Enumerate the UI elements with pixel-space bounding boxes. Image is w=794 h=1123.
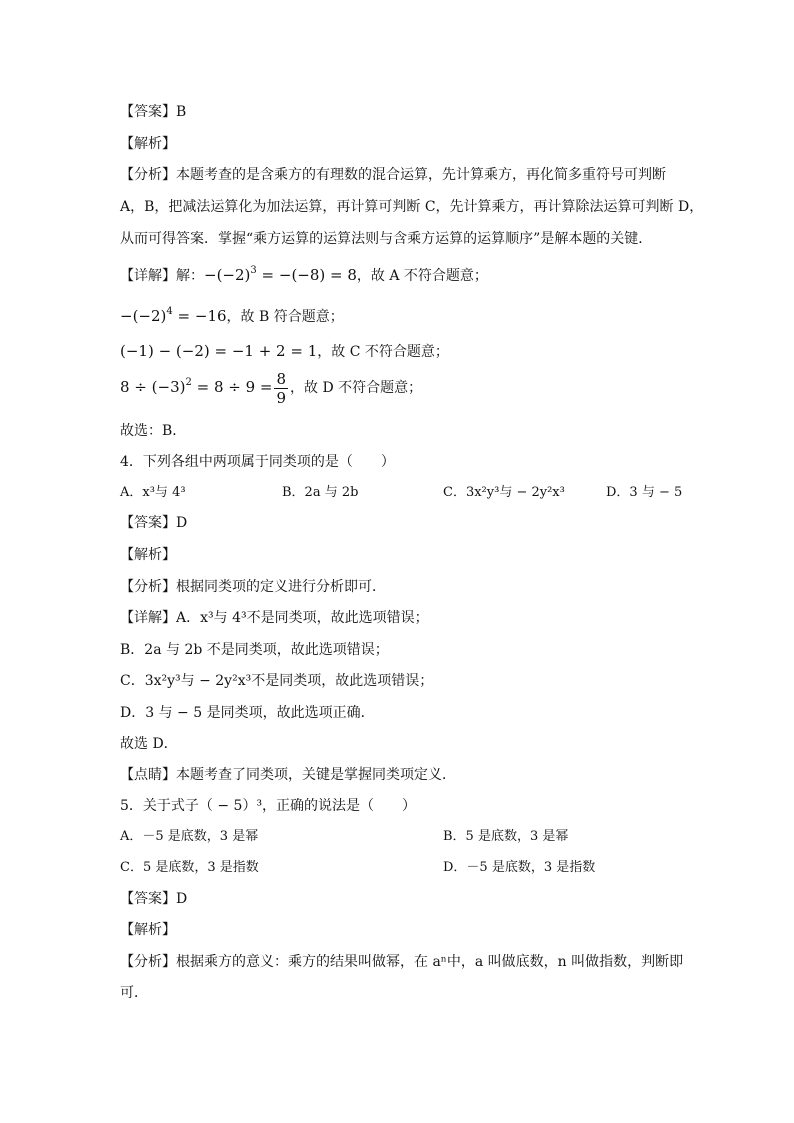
q3-eq-c: (−1) − (−2) = −1 + 2 = 1 (120, 342, 318, 360)
q4-choose: 故选 D． (120, 736, 178, 752)
q3-choose: 故选：B． (120, 423, 187, 439)
q3-detail-d (120, 368, 422, 407)
q4-detail-c: C．3x²y³与 − 2y²x³不是同类项，故此选项错误； (120, 673, 434, 689)
q5-option-d: D．－5 是底数，3 是指数 (443, 860, 596, 875)
q3-eq-d-fraction: $\frac{8}{9}$ (276, 369, 287, 407)
q3-answer: 【答案】B (120, 104, 187, 120)
q4-answer: 【答案】D (120, 515, 188, 531)
q5-option-a: A．－5 是底数，3 是幂 (120, 829, 259, 844)
q4-stem: 4．下列各组中两项属于同类项的是（ ） (120, 454, 395, 470)
q4-detail-a: 【详解】A．x³与 4³不是同类项，故此选项错误； (120, 610, 429, 626)
q5-analysis-line-2: 可． (120, 985, 148, 1001)
q5-answer: 【答案】D (120, 891, 188, 907)
q4-detail-b: B．2a 与 2b 不是同类项，故此选项错误； (120, 642, 389, 658)
q3-analysis-line-1: 【分析】本题考查的是含乘方的有理数的混合运算，先计算乘方，再化简多重符号可判断 (120, 167, 666, 183)
q3-analysis-title: 【解析】 (120, 136, 176, 152)
q5-option-c: C．5 是底数，3 是指数 (120, 860, 259, 875)
q3-eq-b: $-(-2)^4 = -16$ (120, 306, 227, 325)
q4-detail-d: D．3 与 − 5 是同类项，故此选项正确． (120, 705, 375, 721)
q3-analysis-line-3: 从而可得答案．掌握“乘方运算的运算法则与含乘方运算的运算顺序”是解本题的关键． (120, 231, 653, 247)
q5-analysis-title: 【解析】 (120, 922, 176, 938)
q4-analysis: 【分析】根据同类项的定义进行分析即可． (120, 579, 386, 595)
q5-stem: 5．关于式子（ − 5）³，正确的说法是（ ） (120, 798, 417, 814)
q3-detail-prefix: 【详解】解： (120, 268, 204, 284)
q4-option-a: A．x³与 4³ (120, 485, 186, 500)
q5-analysis-line-1: 【分析】根据乘方的意义：乘方的结果叫做幂，在 aⁿ中，a 叫做底数，n 叫做指数，判断即 (120, 954, 684, 970)
q4-comment: 【点睛】本题考查了同类项，关键是掌握同类项定义． (120, 767, 456, 783)
q3-eq-a: $-(-2)^3 = -(-8) = 8$ (204, 265, 357, 284)
q3-eq-d: $8 \div (-3)^2 = 8 \div 9$ = (120, 377, 273, 396)
q3-detail-a (120, 265, 488, 286)
q4-option-b: B．2a 与 2b (282, 485, 359, 500)
q5-option-b: B．5 是底数，3 是幂 (443, 829, 569, 844)
q4-analysis-title: 【解析】 (120, 547, 176, 563)
q3-detail-c (120, 341, 449, 362)
q4-option-c: C．3x²y³与 − 2y²x³ (443, 485, 565, 500)
q4-option-d: D．3 与 − 5 (606, 485, 683, 500)
q3-eq-c-note: ，故 C 不符合题意； (317, 344, 449, 360)
q3-eq-b-note: ，故 B 符合题意； (226, 309, 344, 325)
q3-eq-a-note: ，故 A 不符合题意； (356, 268, 488, 284)
q3-detail-b (120, 306, 344, 327)
q3-analysis-line-2: A，B，把减法运算化为加法运算，再计算可判断 C，先计算乘方，再计算除法运算可判断 D， (120, 199, 704, 215)
q3-eq-d-note: ，故 D 不符合题意； (290, 380, 423, 396)
